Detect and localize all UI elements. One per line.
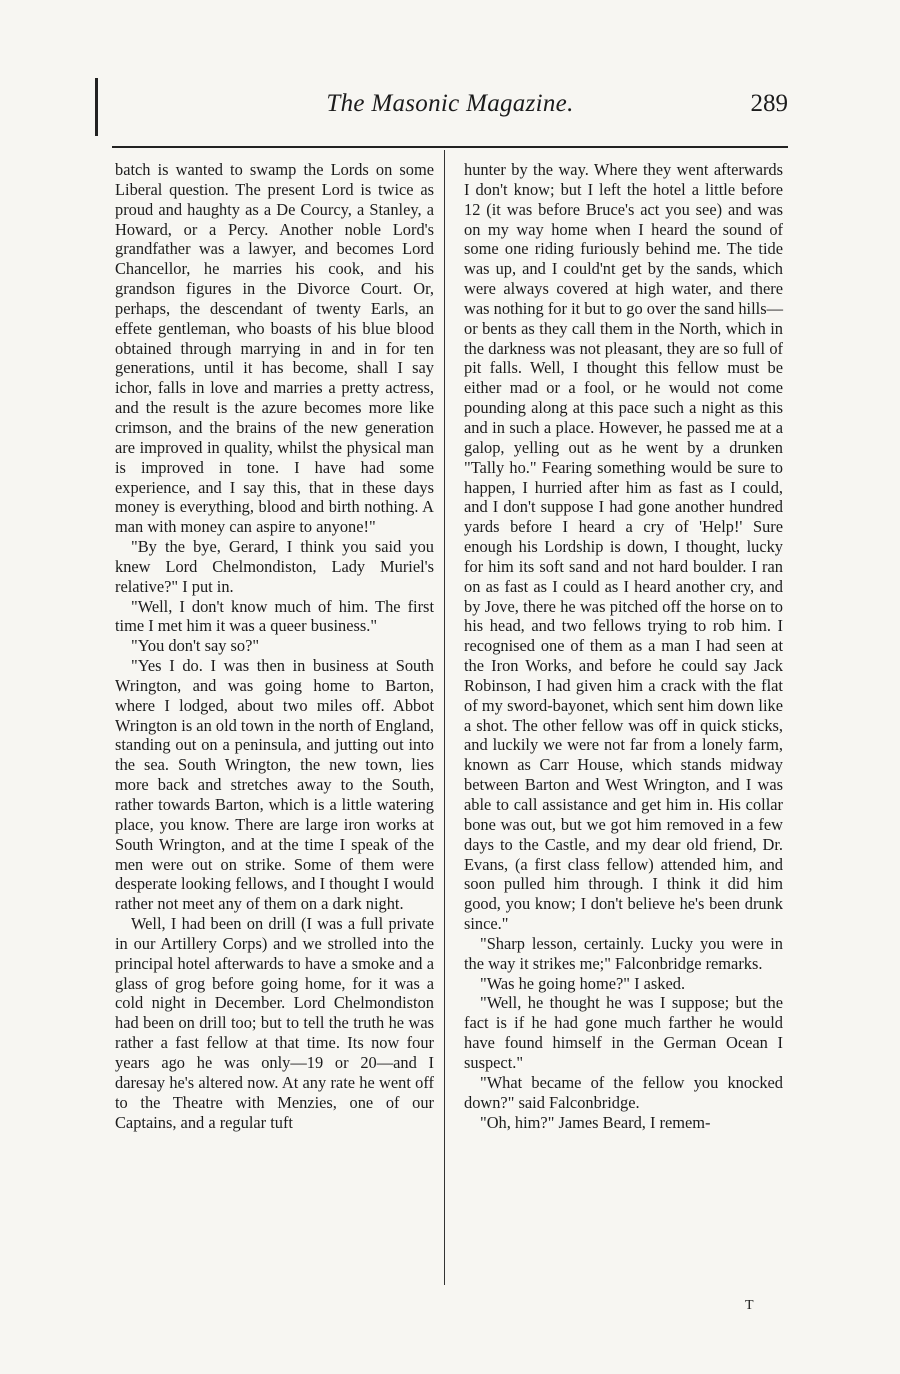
paragraph: "You don't say so?" <box>131 636 260 656</box>
paragraph: "Well, I don't know much of him. The first time I met him it was a queer business." <box>115 596 434 636</box>
magazine-title: The Masonic Magazine. <box>326 90 574 117</box>
header-rule <box>112 146 788 148</box>
paragraph: "Oh, him?" James Beard, I remem- <box>480 1112 711 1132</box>
paragraph: "By the bye, Gerard, I think you said you knew Lord Chelmondiston, Lady Muriel's relative?" I put in. <box>115 537 434 596</box>
right-column <box>464 160 783 1300</box>
paragraph: "What became of the fellow you knocked down?" said Falconbridge. <box>464 1072 783 1112</box>
signature-mark: T <box>745 1298 754 1313</box>
running-head <box>112 86 788 126</box>
paragraph: "Well, he thought he was I suppose; but the fact is if he had gone much farther he would have found himself in the German Ocean I suspect." <box>464 993 783 1072</box>
paragraph: Well, I had been on drill (I was a full private in our Artillery Corps) and we strolled into the principal hotel afterwards to have a smoke and a glass of grog before going home, for it was a cold night in December. Lord Chelmondiston had been on drill too; but to tell the truth he was rather a fast fellow at that time. Its now four years ago he was only—19 or 20—and I daresay he's altered now. At any rate he went off to the Theatre with Menzies, one of our Captains, and a regular tuft <box>115 914 434 1132</box>
paragraph: "Yes I do. I was then in business at South Wrington, and was going home to Barton, where I lodged, about two miles off. Abbot Wrington is an old town in the north of England, standing out on a peninsula, and jutting out into the sea. South Wrington, the new town, lies more back and stretches away to the South, rather towards Barton, which is a little watering place, you know. There are large iron works at South Wrington, and at the time I speak of the men were out on strike. Some of them were desperate looking fellows, and I thought I would rather not meet any of them on a dark night. <box>115 656 434 914</box>
margin-mark <box>95 78 98 136</box>
paragraph: "Was he going home?" I asked. <box>480 973 686 993</box>
paragraph: hunter by the way. Where they went afterwards I don't know; but I left the hotel a little before 12 (it was before Bruce's act you see) and was on my way home when I heard the sound of some one riding furiously behind me. The tide was up, and I could'nt get by the sands, which were always covered at high water, and there was nothing for it but to go over the sand hills—or bents as they call them in the North, which in the darkness was not pleasant, they are so full of pit falls. Well, I thought this fellow must be either mad or a fool, or he would not come pounding along at this pace such a night as this and in such a place. However, he passed me at a galop, yelling out as he went by a drunken "Tally ho." Fearing something would be sure to happen, I hurried after him as fast as I could, and I don't suppose I had gone another hundred yards before I heard a cry of 'Help!' Sure enough his Lordship is down, I thought, lucky for him its soft sand and not hard boulder. I ran on as fast as I could as I heard another cry, and by Jove, there he was pitched off the horse on to his head, and two fellows trying to rob him. I recognised one of them as a man I had seen at the Iron Works, and before he could say Jack Robinson, I had given him a crack with the flat of my sword-bayonet, which sent him down like a shot. The other fellow was off in quick sticks, and luckily we were not far from a lonely farm, known as Carr House, which stands midway between Barton and West Wrington, and I was able to call assistance and get him in. His collar bone was out, but we got him removed in a few days to the Castle, and my dear old friend, Dr. Evans, (a first class fellow) attended him, and soon pulled him through. I think it did him good, you know; I don't believe he's been drunk since." <box>464 160 783 934</box>
left-column <box>115 160 434 1300</box>
paragraph: batch is wanted to swamp the Lords on some Liberal question. The present Lord is twice as proud and haughty as a De Courcy, a Stanley, a Howard, or a Percy. Another noble Lord's grandfather was a lawyer, and becomes Lord Chancellor, he marries his cook, and his grandson figures in the Divorce Court. Or, perhaps, the descendant of twenty Earls, an effete gentleman, who boasts of his blue blood obtained through marrying in and in for ten generations, until it has become, shall I say ichor, falls in love and marries a pretty actress, and the result is the azure becomes more like crimson, and the brains of the new generation are improved in quality, whilst the physical man is improved in tone. I have had some experience, and I say this, that in these days money is everything, blood and birth nothing. A man with money can aspire to anyone!" <box>115 160 434 537</box>
text-columns <box>115 160 783 1300</box>
paragraph: "Sharp lesson, certainly. Lucky you were in the way it strikes me;" Falconbridge remarks. <box>464 933 783 973</box>
page-number: 289 <box>750 90 788 117</box>
